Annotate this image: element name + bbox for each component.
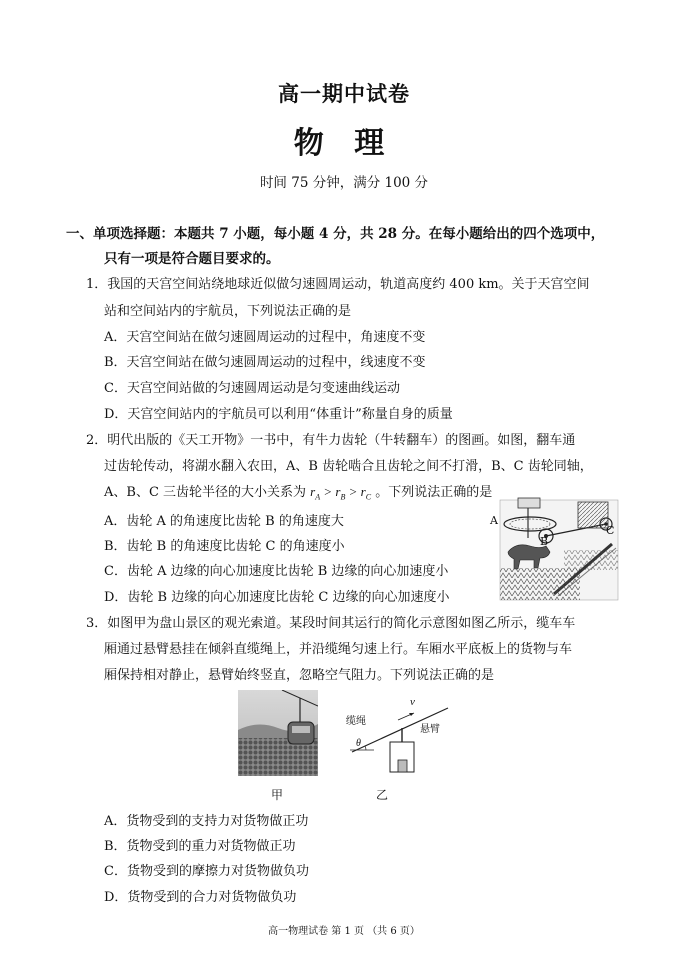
cable-car-photo bbox=[238, 690, 318, 776]
q3-option-c: C．货物受到的摩擦力对货物做负功 bbox=[104, 864, 309, 879]
cable-car-schematic bbox=[344, 690, 454, 776]
fig-yi-label: 乙 bbox=[376, 788, 389, 802]
q1-option-d: D．天宫空间站内的宇航员可以利用“体重计”称量自身的质量 bbox=[104, 407, 453, 422]
section-heading-line1: 一、单项选择题：本题共 7 小题，每小题 4 分，共 28 分。在每小题给出的四个选项中， bbox=[66, 226, 605, 242]
q1-option-a: A．天宫空间站在做匀速圆周运动的过程中，角速度不变 bbox=[104, 330, 426, 345]
q2-line3 bbox=[104, 481, 492, 502]
velocity-label: v bbox=[410, 696, 415, 708]
fig-jia-label: 甲 bbox=[271, 788, 284, 802]
gear-label-a: A bbox=[490, 514, 498, 527]
page-footer: 高一物理试卷 第 1 页 （共 6 页） bbox=[268, 926, 420, 937]
q2-option-b: B．齿轮 B 的角速度比齿轮 C 的角速度小 bbox=[104, 539, 345, 554]
q2-line3-pre: A、B、C 三齿轮半径的大小关系为 bbox=[104, 485, 307, 500]
gear-label-c: C bbox=[606, 524, 615, 537]
q3-option-b: B．货物受到的重力对货物做正功 bbox=[104, 839, 296, 854]
q2-option-a: A．齿轮 A 的角速度比齿轮 B 的角速度大 bbox=[104, 514, 344, 529]
q1-line2: 站和空间站内的宇航员，下列说法正确的是 bbox=[104, 304, 352, 319]
q2-line2: 过齿轮传动，将湖水翻入农田，A、B 齿轮啮合且齿轮之间不打滑，B、C 齿轮同轴， bbox=[104, 459, 593, 474]
q3-option-d: D．货物受到的合力对货物做负功 bbox=[104, 890, 297, 905]
q3-line2: 厢通过悬臂悬挂在倾斜直缆绳上，并沿缆绳匀速上行。车厢水平底板上的货物与车 bbox=[104, 642, 573, 657]
q1-option-c: C．天宫空间站做的匀速圆周运动是匀变速曲线运动 bbox=[104, 381, 400, 396]
gear-label-b: B bbox=[540, 535, 549, 548]
q1-option-b: B．天宫空间站在做匀速圆周运动的过程中，线速度不变 bbox=[104, 355, 426, 370]
subject-title: 物 理 bbox=[293, 126, 395, 161]
q1-line1: 1．我国的天宫空间站绕地球近似做匀速圆周运动，轨道高度约 400 km。关于天宫空间 bbox=[86, 277, 590, 292]
q2-option-c: C．齿轮 A 边缘的向心加速度比齿轮 B 边缘的向心加速度小 bbox=[104, 564, 449, 579]
q3-line3: 厢保持相对静止，悬臂始终竖直，忽略空气阻力。下列说法正确的是 bbox=[104, 668, 495, 683]
cable-label: 缆绳 bbox=[346, 716, 366, 727]
exam-title: 高一期中试卷 bbox=[278, 81, 410, 106]
theta-label: θ bbox=[356, 738, 361, 749]
arm-label: 悬臂 bbox=[420, 724, 440, 735]
q2-option-d: D．齿轮 B 边缘的向心加速度比齿轮 C 边缘的向心加速度小 bbox=[104, 590, 450, 605]
q3-line1: 3．如图甲为盘山景区的观光索道。某段时间其运行的简化示意图如图乙所示，缆车车 bbox=[86, 616, 576, 631]
radius-formula: $r_A > r_B > r_C$ bbox=[310, 484, 372, 502]
q2-line1: 2．明代出版的《天工开物》一书中，有牛力齿轮（牛转翻车）的图画。如图，翻车通 bbox=[86, 433, 576, 448]
q2-line3-post: 。下列说法正确的是 bbox=[375, 485, 493, 500]
time-info: 时间 75 分钟，满分 100 分 bbox=[259, 175, 429, 191]
q3-option-a: A．货物受到的支持力对货物做正功 bbox=[104, 814, 309, 829]
section-heading-line2: 只有一项是符合题目要求的。 bbox=[104, 251, 280, 267]
gear-illustration bbox=[490, 494, 622, 604]
